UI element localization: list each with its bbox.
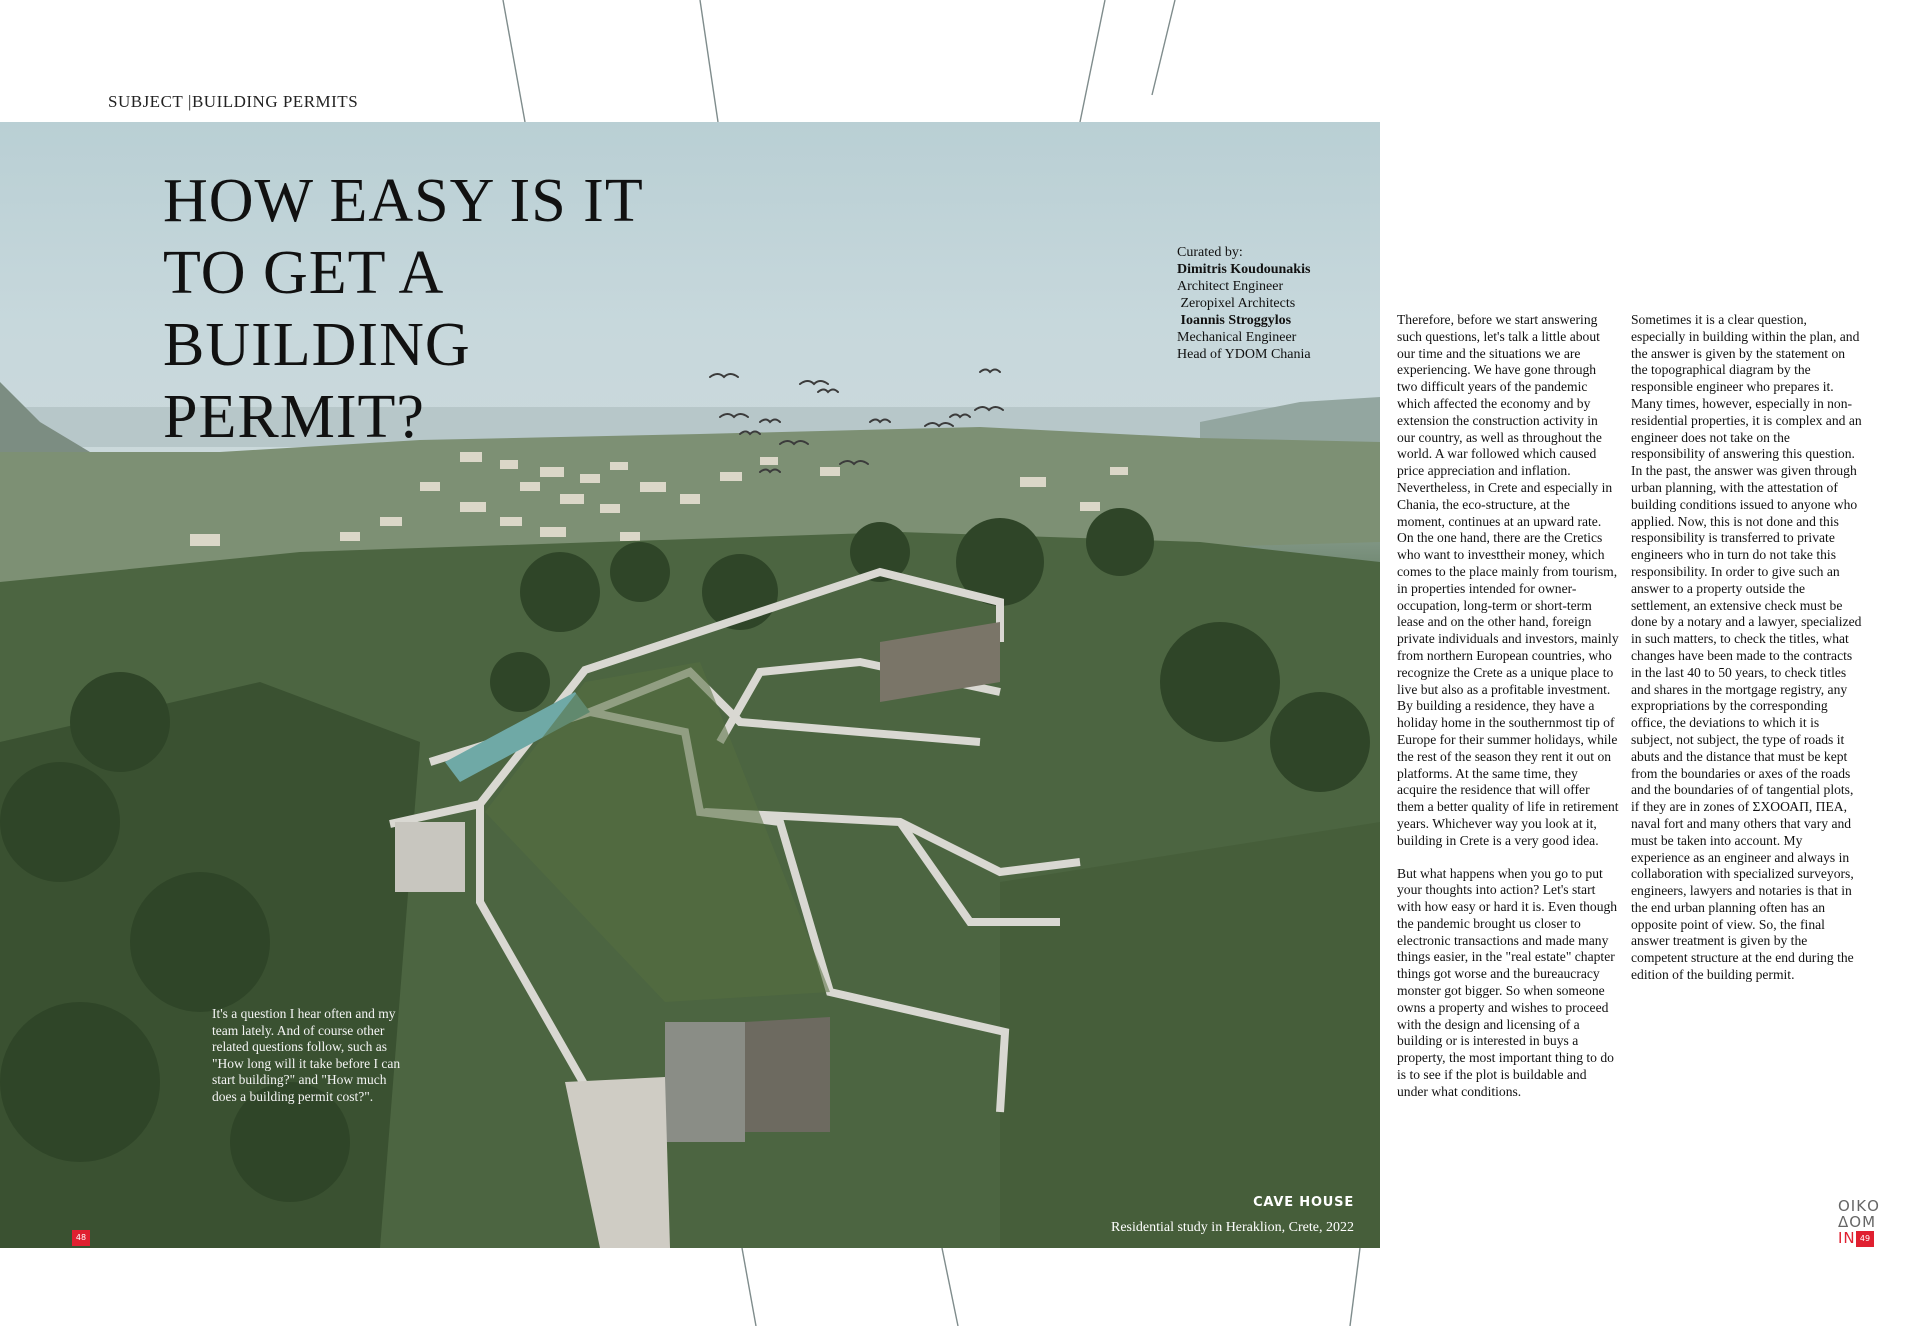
section-subject: SUBJECT: [108, 92, 184, 111]
credits-heading: Curated by:: [1177, 245, 1243, 260]
logo-line: ΔΟΜ: [1838, 1213, 1877, 1231]
page-number-left: 48: [72, 1230, 90, 1246]
logo-line: ΟΙΚΟ: [1838, 1197, 1880, 1215]
logo-line: IN: [1838, 1229, 1856, 1247]
section-label: [108, 92, 358, 112]
credit-company: Zeropixel Architects: [1177, 296, 1296, 311]
title-line: HOW EASY IS IT: [163, 167, 644, 235]
credit-position: Head of YDOM Chania: [1177, 347, 1311, 362]
article-title: [163, 165, 683, 453]
credit-name: Ioannis Stroggylos: [1177, 313, 1292, 328]
paragraph: But what happens when you go to put your thoughts into action? Let's start with how easy or hard it is. Even though the pandemic brought us closer to electronic transactions and made many things easier, in the "real estate" chapter things got worse and the bureaucracy monster got bigger. So when someone owns a property and wishes to proceed with the design and licensing of a building or is interested in buys a property, the most important thing to do is to see if the plot is buildable and under what conditions.: [1397, 865, 1618, 1099]
lead-paragraph: It's a question I hear often and my team lately. And of course other related questions follow, such as "How long will it take before I can start building?" and "How much does a building permit cost?".: [212, 1006, 401, 1104]
caption-subtitle: Residential study in Heraklion, Crete, 2022: [1110, 1220, 1354, 1235]
text-column-2: [1631, 312, 1863, 1000]
caption-title: CAVE HOUSE: [1253, 1195, 1354, 1210]
page-number-right: 49: [1856, 1231, 1874, 1247]
section-topic: BUILDING PERMITS: [191, 92, 359, 111]
paragraph: Sometimes it is a clear question, especially in building within the plan, and the answer is given by the statement on the topographical diagram by the responsible engineer who prepares it. Many times, however, especially in non-residential properties, it is complex and an engineer does not take on the responsibility of answering this question. In the past, the answer was given through urban planning, with the attestation of building conditions issued to anyone who applied. Now, this is not done and this responsibility is transferred to private engineers who in turn do not take this responsibility. In order to give such an answer to a property outside the settlement, an extensive check must be done by a notary and a lawyer, specialized in such matters, to check the titles, what changes have been made to the contracts in the last 40 to 50 years, to check titles and shares in the mortgage registry, any expropriations by the corresponding office, the deviations to which it is subject, not subject, the type of roads it abuts and the distance that must be kept from the boundaries or axes of the roads and the boundaries of of tangential plots, if they are in zones of ΣΧΟΟΑΠ, ΠΕΑ, naval fort and many others that vary and must be taken into account. My experience as an engineer and always in collaboration with specialized surveyors, engineers, lawyers and notaries is that in the end urban planning often has an opposite point of view. So, the final answer treatment is given by the competent structure at the end during the edition of the building permit.: [1631, 312, 1862, 983]
credit-role: Architect Engineer: [1177, 279, 1284, 294]
section-separator: |: [188, 92, 192, 111]
paragraph: Therefore, before we start answering such questions, let's talk a little about our time and the situations we are experiencing. We have gone through two difficult years of the pandemic which affected the economy and by extension the construction activity in our country, as well as throughout the world. A war followed which caused price appreciation and inflation. Nevertheless, in Crete and especially in Chania, the eco-structure, at the moment, continues at an upward rate. On the one hand, there are the Cretics who want to investtheir money, which comes to the place mainly from tourism, in properties intended for owner-occupation, long-term or short-term lease and on the other hand, foreign private individuals and investors, mainly from northern European countries, who recognize the Crete as a unique place to live but also as a profitable investment. By building a residence, they have a holiday home in the southernmost tip of Europe for their summer holidays, while the rest of the season they rent it out on platforms. At the same time, they acquire the residence that will offer them a better quality of life in retirement years. Whichever way you look at it, building in Crete is a very good idea.: [1397, 312, 1619, 848]
title-line: TO GET A: [163, 239, 445, 307]
credits-block: [1177, 244, 1347, 363]
title-line: BUILDING: [163, 311, 471, 379]
title-line: PERMIT?: [163, 383, 425, 451]
text-column-1: [1397, 312, 1619, 1117]
credit-name: Dimitris Koudounakis: [1177, 262, 1311, 277]
credit-role: Mechanical Engineer: [1177, 330, 1297, 345]
